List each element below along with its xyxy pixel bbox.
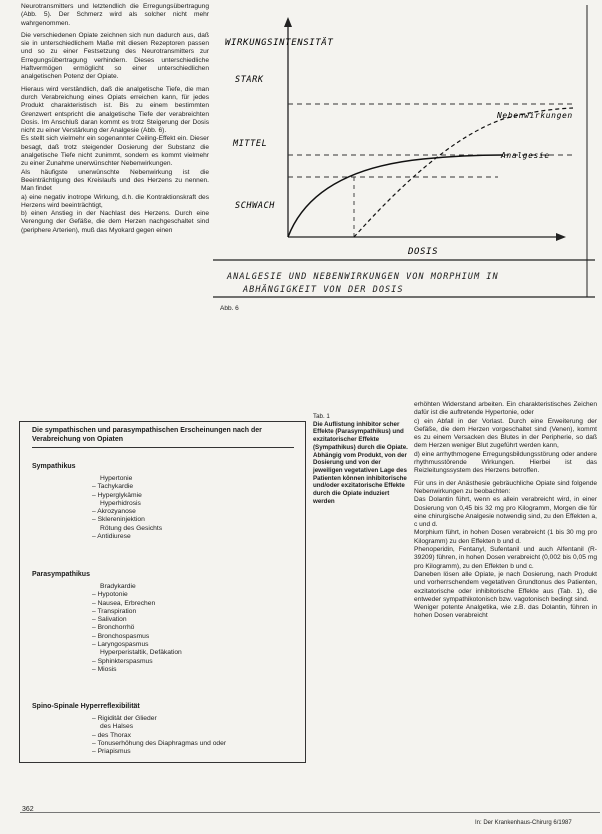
list-item: – Nausea, Erbrechen <box>92 599 156 607</box>
level-label-strong: STARK <box>235 75 264 85</box>
side-effects-curve <box>354 108 573 237</box>
section-heading-parasympathikus: Parasympathikus <box>32 571 90 578</box>
diagram-svg <box>213 5 595 315</box>
table-caption-text: Die Auflistung inhibitor scher Effekte (Parasympathikus) und exzitatorischer Effekte (Sympathikus) durch die Opiate. Abhängig vom Produkt, von der Dosierung und von der jeweiligen vegetativen Lage des Patienten können inhibitorische und/oder exzitatorische Effekte durch die Opiate induziert werden <box>313 420 408 505</box>
section-heading-sympathikus: Sympathikus <box>32 463 76 470</box>
level-label-medium: MITTEL <box>233 139 268 149</box>
series-label-side-effects: Nebenwirkungen <box>497 111 573 120</box>
list-item: – Transpiration <box>92 607 137 615</box>
paragraph: Es stellt sich vielmehr ein sogenannter Ceiling-Effekt ein. Dieser besagt, daß trotz steigender Dosierung der Substanz die analgetische Tiefe nicht zunimmt, sondern es kommt vielmehr zu einer Zunahme unerwünschter Nebenwirkungen. <box>21 135 209 168</box>
table-title: Die sympathischen und parasympathischen Erscheinungen nach der Verabreichung von Opiaten <box>32 427 262 443</box>
list-item: – Sphinkterspasmus <box>92 657 153 665</box>
sympathikus-list <box>92 475 162 541</box>
series-label-analgesia: Analgesie <box>501 151 550 160</box>
paragraph: Das Dolantin führt, wenn es allein verabreicht wird, in einer Dosierung von 0,45 bis 32 mg pro Kilogramm, Morgen die für eine chirurgische Analgesie notwendig sind, zu den Effekten a, c und d. <box>414 496 597 529</box>
list-item: – des Thorax <box>92 731 131 739</box>
list-item: Hyperhidrosis <box>100 499 141 507</box>
table-caption-label: Tab. 1 <box>313 413 330 420</box>
x-axis-title: DOSIS <box>408 247 439 257</box>
paragraph: Für uns in der Anästhesie gebräuchliche Opiate sind folgende Nebenwirkungen zu beobachten: <box>414 479 597 495</box>
list-item: Rötung des Gesichts <box>100 524 163 532</box>
paragraph: Als häufigste unerwünschte Nebenwirkung ist die Beeinträchtigung des Kreislaufs und des Herzens zu nennen. Man findet <box>21 168 209 193</box>
list-item: c) ein Abfall in der Vorlast. Durch eine Erweiterung der Gefäße, die dem Herzen vorgeschaltet sind (Venen), kommt es zu einem Versacken des Blutes in der Peripherie, so daß dem Herzen weniger Blut zugeführt werden kann, <box>414 417 597 450</box>
x-axis-arrow <box>556 233 566 241</box>
figure-caption <box>227 271 572 297</box>
paragraph: Weniger potente Analgetika, wie z.B. das Dolantin, führen in hohen Dosen verabreicht <box>414 604 597 620</box>
paragraph: Hieraus wird verständlich, daß die analgetische Tiefe, die man durch Verabreichung eines Opiats erreichen kann, für jedes Produkt charakteristisch ist. Bis zu einem bestimmten Grenzwert entspricht die analgetische Tiefe der verabreichten Dosis. Im Anschluß daran kommt es trotz Steigerung der Dosis nicht zu einer Verstärkung der Analgesie (Abb. 6). <box>21 85 209 135</box>
paragraph: Morphium führt, in hohen Dosen verabreicht (1 bis 30 mg pro Kilogramm) zu den Effekten b und d. <box>414 529 597 545</box>
list-item: Hypertonie <box>100 475 133 482</box>
list-item: – Sklereninjektion <box>92 516 145 524</box>
table-caption <box>313 413 410 505</box>
list-item: – Hyperglykämie <box>92 491 142 499</box>
paragraph: Phenoperidin, Fentanyl, Sufentanil und auch Alfentanil (R-39209) führen, in hohen Dosen verabreicht (0,002 bis 0,05 mg pro Kilogramm), zu den Effekten b und c. <box>414 546 597 570</box>
list-item: – Tonuserhöhung des Diaphragmas und oder <box>92 739 227 747</box>
list-item: Bradykardie <box>100 583 136 590</box>
paragraph: Neurotransmitters und letztendlich die Erregungsübertragung (Abb. 5). Der Schmerz wird als solcher nicht mehr wahrgenommen. <box>21 3 209 27</box>
paragraph: Die verschiedenen Opiate zeichnen sich nun dadurch aus, daß sie in unterschiedlichem Maße mit diesen Rezeptoren passen und so zu einer Festsetzung des Neurotransmitters zur Erregungsübertragung verhindern. Dieses unterschiedliche Haftvermögen ermöglicht so einer unterschiedlichen analgetischen Potenz der Opiate. <box>21 31 209 81</box>
list-item: – Rigidität der Glieder <box>92 715 157 722</box>
list-item: b) einen Anstieg in der Nachlast des Herzens. Durch eine Verengung der Gefäße, die dem Herzen nachgeschaltet sind (periphere Arterien), muß das Myokard gegen einen <box>21 210 209 234</box>
paragraph: erhöhten Widerstand arbeiten. Ein charakteristisches Zeichen dafür ist die auftretende Hypertonie, oder <box>414 401 597 417</box>
y-axis-title: WIRKUNGSINTENSITÄT <box>225 38 334 48</box>
list-item: a) eine negativ inotrope Wirkung, d.h. die Kontraktionskraft des Herzens wird beeinträchtigt, <box>21 193 209 209</box>
analgesia-curve <box>288 155 503 237</box>
footer-rule <box>20 812 600 813</box>
page-number: 362 <box>22 806 34 813</box>
list-item: Hyperperistaltik, Defäkation <box>100 649 182 657</box>
dose-effect-diagram <box>213 5 595 315</box>
list-item: – Bronchorrhö <box>92 624 135 632</box>
list-item: – Antidiurese <box>92 533 131 541</box>
list-item: – Hypotonie <box>92 591 128 599</box>
y-axis-arrow <box>284 17 292 27</box>
left-text-column <box>21 3 209 235</box>
level-label-weak: SCHWACH <box>235 201 276 211</box>
list-item: – Akrozyanose <box>92 508 136 516</box>
list-item: – Tachykardie <box>92 483 134 491</box>
running-footer: In: Der Krankenhaus-Chirurg 6/1987 <box>475 820 572 826</box>
paragraph: Daneben lösen alle Opiate, je nach Dosierung, nach Produkt und vorherrschendem vegetativen Grundtonus des Patienten, exzitatorische oder inhibitorische Effekte aus (Tab. 1), die entweder sympathikotonisch bzw. vagotonisch bedingt sind. <box>414 570 597 603</box>
list-item: – Bronchospasmus <box>92 632 150 640</box>
table-box <box>19 421 306 763</box>
caption-line: ANALGESIE UND NEBENWIRKUNGEN VON MORPHIUM IN <box>227 272 499 282</box>
list-item: – Salivation <box>92 616 127 624</box>
right-text-column <box>414 401 597 621</box>
caption-line: ABHÄNGIGKEIT VON DER DOSIS <box>243 285 404 295</box>
list-item: – Priapismus <box>92 748 131 756</box>
parasympathikus-list <box>92 583 182 674</box>
list-item: – Laryngospasmus <box>92 641 149 649</box>
spino-list <box>92 715 226 756</box>
list-item: des Halses <box>100 723 134 731</box>
table-divider <box>32 447 294 448</box>
list-item: – Miosis <box>92 665 117 673</box>
list-item: d) eine arrhythmogene Erregungsbildungsstörung oder andere rhythmusstörende Wirkungen. Hierbei ist das Reizleitungssystem des Herzens betroffen. <box>414 450 597 475</box>
figure-label: Abb. 6 <box>220 305 239 312</box>
section-heading-spino-spinal: Spino-Spinale Hyperreflexibilität <box>32 703 140 710</box>
